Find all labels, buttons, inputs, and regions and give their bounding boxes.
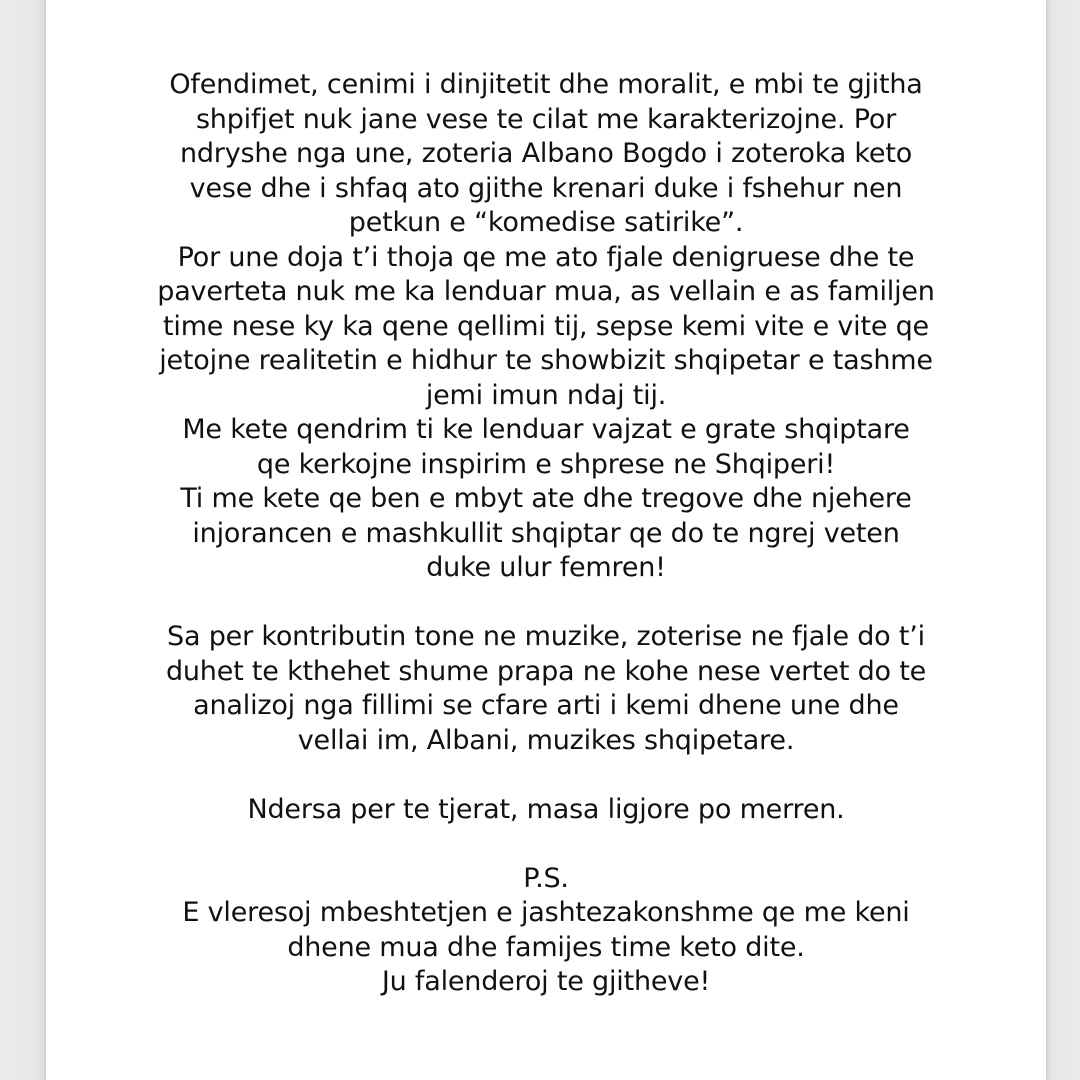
letter-line: vellai im, Albani, muzikes shqipetare. [297,724,795,756]
letter-line: analizoj nga fillimi se cfare arti i kemi dhene une dhe [193,690,899,721]
letter-line: Ndersa per te tjerat, masa ligjore po merren. [247,793,845,825]
letter-line: dhene mua dhe famijes time keto dite. [287,931,805,963]
letter-line: vese dhe i shfaq ato gjithe krenari duke i fshehur nen [189,172,903,204]
right-margin [1046,0,1080,1080]
letter-line: shpifjet nuk jane vese te cilat me karakterizojne. Por [195,103,897,135]
letter-line: jemi imun ndaj tij. [425,379,667,411]
letter-line: Me kete qendrim ti ke lenduar vajzat e grate shqiptare [182,414,910,445]
letter-line: E vleresoj mbeshtetjen e jashtezakonshme qe me keni [182,897,910,928]
letter-line: qe kerkojne inspirim e shprese ne Shqiperi! [256,448,836,480]
letter-line: petkun e “komedise satirike”. [348,207,744,238]
letter-body [46,68,1046,1000]
letter-line: Sa per kontributin tone ne muzike, zoterise ne fjale do t’i [167,621,925,652]
document-page [46,0,1046,1080]
letter-line: duke ulur femren! [426,552,666,583]
left-margin [0,0,46,1080]
postscript-label: P.S. [523,862,569,894]
letter-line: Por une doja t’i thoja qe me ato fjale denigruese dhe te [177,241,915,273]
letter-line: injorancen e mashkullit shqiptar qe do te ngrej veten [192,517,900,549]
letter-line: Ofendimet, cenimi i dinjitetit dhe moralit, e mbi te gjitha [169,69,923,100]
letter-line: jetojne realitetin e hidhur te showbizit shqipetar e tashme [159,345,933,376]
paragraph-break [46,586,1046,621]
paragraph-break [46,827,1046,862]
letter-line: paverteta nuk me ka lenduar mua, as vellain e as familjen [157,276,935,307]
letter-line: Ti me kete qe ben e mbyt ate dhe tregove dhe njehere [180,483,912,514]
letter-line: time nese ky ka qene qellimi tij, sepse kemi vite e vite qe [163,310,929,342]
letter-line: ndryshe nga une, zoteria Albano Bogdo i zoteroka keto [179,138,913,169]
letter-line: duhet te kthehet shume prapa ne kohe nese vertet do te [165,655,927,687]
letter-line: Ju falenderoj te gjitheve! [381,966,711,997]
paragraph-break [46,758,1046,793]
